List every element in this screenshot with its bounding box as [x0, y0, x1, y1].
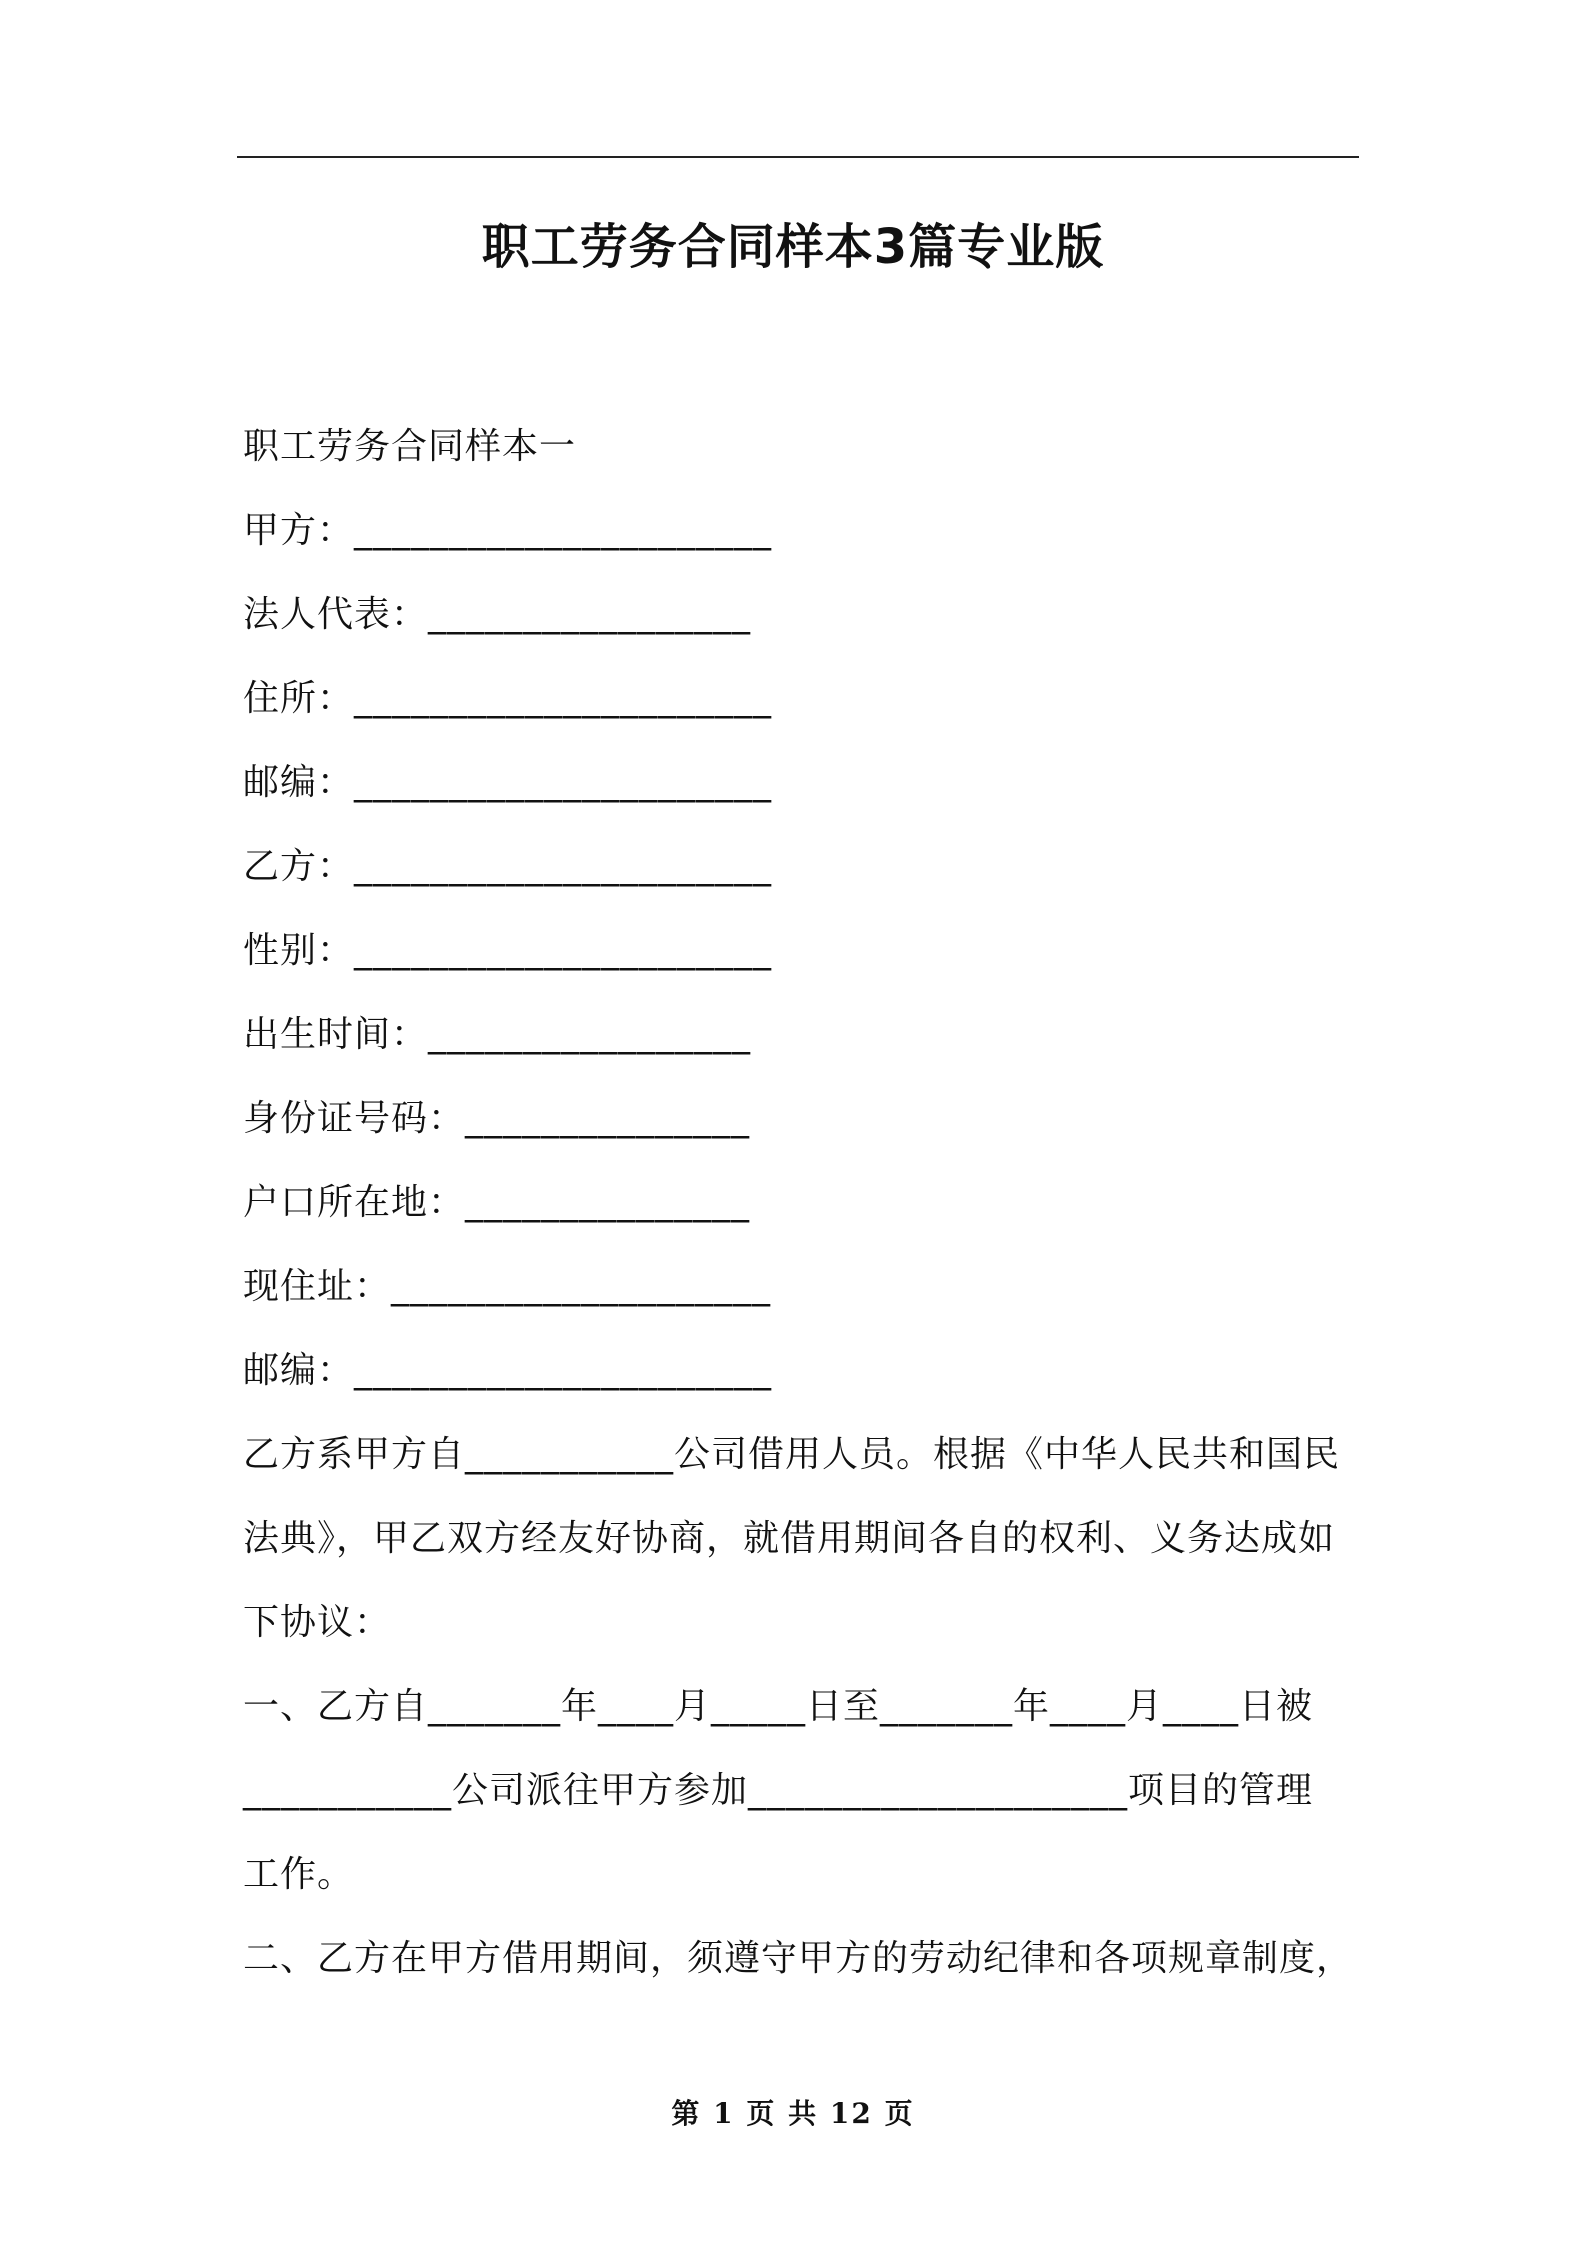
- field-blank: _______________: [465, 1098, 751, 1139]
- field-label: 邮编：: [243, 1350, 355, 1391]
- field-blank: ______________________: [354, 846, 773, 887]
- field-household-registration: [243, 1161, 1357, 1245]
- field-label: 法人代表：: [243, 594, 429, 635]
- field-blank: _________________: [428, 1014, 752, 1055]
- field-blank: ______________________: [354, 930, 773, 971]
- field-postcode-b: [243, 1329, 1357, 1413]
- page-indicator: 第 1 页 共 12 页: [671, 2097, 915, 2130]
- field-label: 邮编：: [243, 762, 355, 803]
- paragraph-line: 一、乙方自_______年____月_____日至_______年____月____日被: [243, 1686, 1314, 1727]
- field-blank: _______________: [465, 1182, 751, 1223]
- field-label: 身份证号码：: [243, 1098, 466, 1139]
- header-rule: [237, 156, 1359, 158]
- field-party-a: [243, 489, 1357, 573]
- paragraph-line: 下协议：: [243, 1602, 392, 1643]
- field-domicile: [243, 657, 1357, 741]
- field-blank: ______________________: [354, 762, 773, 803]
- field-label: 出生时间：: [243, 1014, 429, 1055]
- field-gender: [243, 909, 1357, 993]
- field-party-b: [243, 825, 1357, 909]
- field-current-address: [243, 1245, 1357, 1329]
- field-birth-date: [243, 993, 1357, 1077]
- section-heading: 职工劳务合同样本一: [243, 426, 577, 467]
- field-label: 乙方：: [243, 846, 355, 887]
- field-legal-representative: [243, 573, 1357, 657]
- field-blank: ______________________: [354, 510, 773, 551]
- field-label: 甲方：: [243, 510, 355, 551]
- field-id-number: [243, 1077, 1357, 1161]
- paragraph-line: 二、乙方在甲方借用期间，须遵守甲方的劳动纪律和各项规章制度，: [243, 1938, 1354, 1979]
- field-blank: ______________________: [354, 678, 773, 719]
- document-title: 职工劳务合同样本3篇专业版: [481, 219, 1105, 275]
- field-label: 现住址：: [243, 1266, 392, 1307]
- paragraph-line: 法典》，甲乙双方经友好协商，就借用期间各自的权利、义务达成如: [243, 1518, 1336, 1559]
- paragraph-line: 乙方系甲方自___________公司借用人员。根据《中华人民共和国民: [243, 1434, 1341, 1475]
- field-label: 性别：: [243, 930, 355, 971]
- paragraph-line: ___________公司派往甲方参加____________________项目的管理: [243, 1770, 1314, 1811]
- document-body: [243, 405, 1357, 2001]
- paragraph-line: 工作。: [243, 1854, 355, 1895]
- field-blank: ____________________: [391, 1266, 772, 1307]
- field-label: 住所：: [243, 678, 355, 719]
- field-blank: ______________________: [354, 1350, 773, 1391]
- field-postcode-a: [243, 741, 1357, 825]
- field-label: 户口所在地：: [243, 1182, 466, 1223]
- field-blank: _________________: [428, 594, 752, 635]
